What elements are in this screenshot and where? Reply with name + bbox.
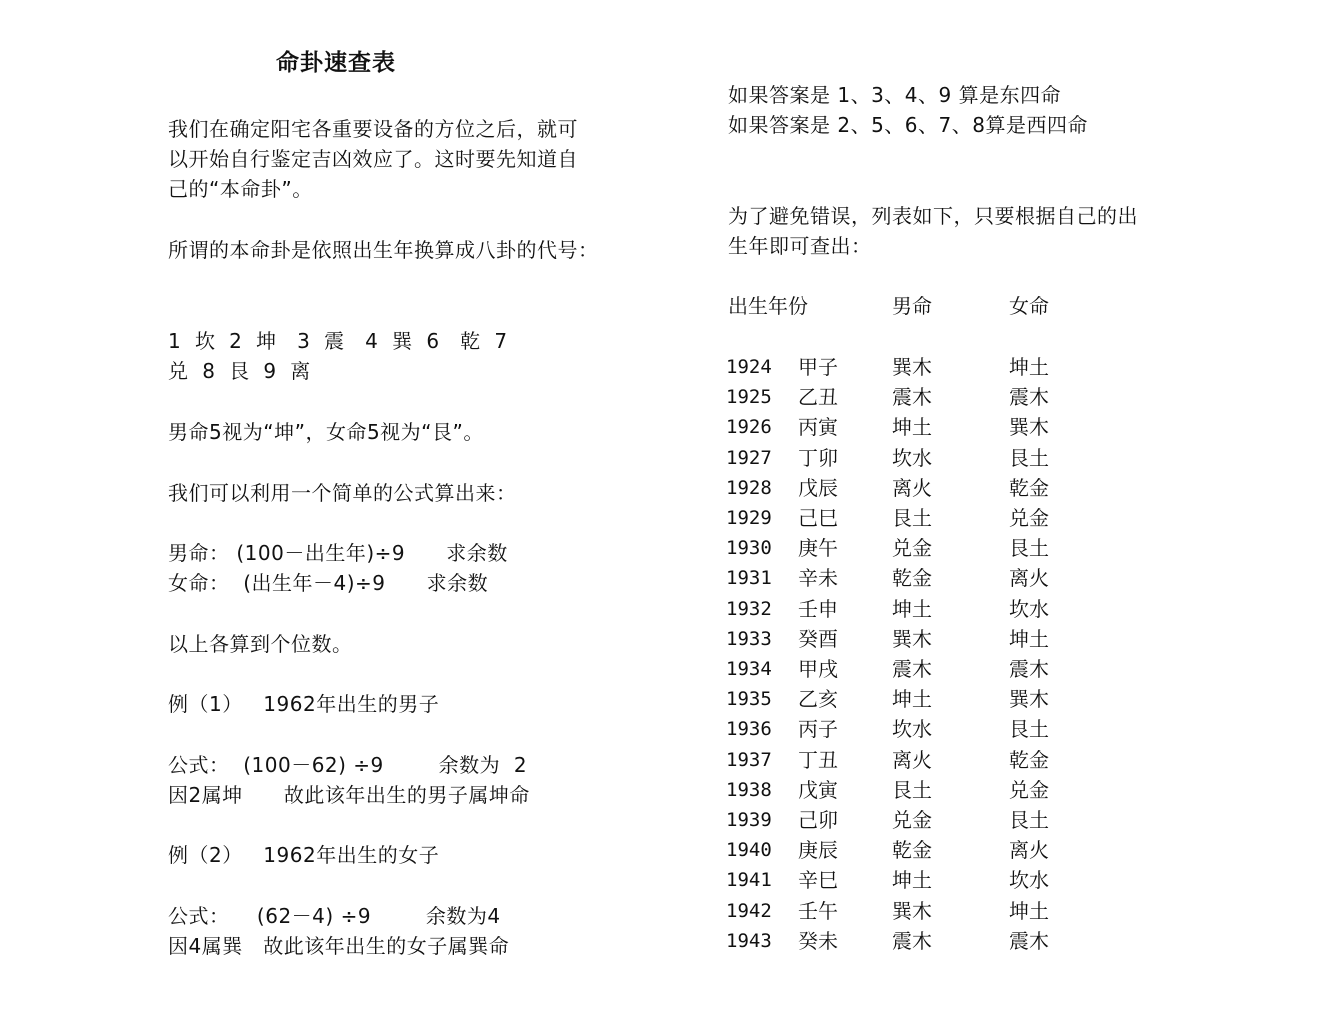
row-female: 震木 — [1009, 929, 1049, 953]
row-year: 1929 — [726, 507, 772, 529]
example2-title: 例（2） 1962年出生的女子 — [168, 843, 440, 867]
row-year: 1939 — [726, 809, 772, 831]
definition-text: 所谓的本命卦是依照出生年换算成八卦的代号： — [168, 238, 599, 262]
row-male: 坤土 — [892, 868, 932, 892]
digit-note: 以上各算到个位数。 — [168, 632, 353, 656]
west-four-rule: 如果答案是 2、5、6、7、8算是西四命 — [728, 113, 1088, 137]
row-female: 乾金 — [1009, 476, 1049, 500]
row-ganzhi: 丙寅 — [798, 415, 838, 439]
trigram-codes-line-1: 1 坎 2 坤 3 震 4 巽 6 乾 7 — [168, 329, 508, 353]
east-four-rule: 如果答案是 1、3、4、9 算是东四命 — [728, 83, 1062, 107]
header-year: 出生年份 — [728, 294, 808, 318]
row-male: 震木 — [892, 385, 932, 409]
row-year: 1927 — [726, 447, 772, 469]
row-ganzhi: 丙子 — [798, 717, 838, 741]
row-ganzhi: 戊寅 — [798, 778, 838, 802]
example2-result: 因4属巽 故此该年出生的女子属巽命 — [168, 934, 510, 958]
row-male: 坤土 — [892, 415, 932, 439]
row-female: 震木 — [1009, 385, 1049, 409]
formula-male: 男命： (100－出生年)÷9 求余数 — [168, 541, 508, 565]
row-year: 1934 — [726, 658, 772, 680]
formula-female: 女命： (出生年－4)÷9 求余数 — [168, 571, 489, 595]
row-year: 1942 — [726, 900, 772, 922]
row-female: 巽木 — [1009, 415, 1049, 439]
row-year: 1932 — [726, 598, 772, 620]
row-ganzhi: 庚辰 — [798, 838, 838, 862]
row-ganzhi: 庚午 — [798, 536, 838, 560]
row-male: 坎水 — [892, 446, 932, 470]
row-male: 巽木 — [892, 899, 932, 923]
row-year: 1925 — [726, 386, 772, 408]
row-year: 1928 — [726, 477, 772, 499]
row-female: 坤土 — [1009, 899, 1049, 923]
row-male: 坎水 — [892, 717, 932, 741]
row-ganzhi: 丁丑 — [798, 748, 838, 772]
row-ganzhi: 辛巳 — [798, 868, 838, 892]
row-ganzhi: 乙丑 — [798, 385, 838, 409]
note-five: 男命5视为“坤”，女命5视为“艮”。 — [168, 420, 484, 444]
formula-intro: 我们可以利用一个简单的公式算出来： — [168, 481, 517, 505]
table-intro-line-2: 生年即可查出： — [728, 234, 872, 258]
row-male: 离火 — [892, 748, 932, 772]
row-ganzhi: 甲戌 — [798, 657, 838, 681]
row-male: 震木 — [892, 657, 932, 681]
row-male: 兑金 — [892, 808, 932, 832]
row-female: 离火 — [1009, 566, 1049, 590]
row-female: 艮土 — [1009, 446, 1049, 470]
row-female: 离火 — [1009, 838, 1049, 862]
row-year: 1931 — [726, 567, 772, 589]
row-ganzhi: 丁卯 — [798, 446, 838, 470]
header-male: 男命 — [892, 294, 932, 318]
row-male: 巽木 — [892, 627, 932, 651]
row-ganzhi: 戊辰 — [798, 476, 838, 500]
header-female: 女命 — [1009, 294, 1049, 318]
row-female: 乾金 — [1009, 748, 1049, 772]
row-year: 1937 — [726, 749, 772, 771]
row-male: 离火 — [892, 476, 932, 500]
row-female: 坎水 — [1009, 597, 1049, 621]
row-year: 1940 — [726, 839, 772, 861]
row-year: 1935 — [726, 688, 772, 710]
example1-formula: 公式： (100－62) ÷9 余数为 2 — [168, 753, 528, 777]
row-female: 震木 — [1009, 657, 1049, 681]
row-male: 艮土 — [892, 778, 932, 802]
row-year: 1941 — [726, 869, 772, 891]
row-female: 艮土 — [1009, 717, 1049, 741]
row-ganzhi: 辛未 — [798, 566, 838, 590]
row-ganzhi: 壬午 — [798, 899, 838, 923]
row-male: 艮土 — [892, 506, 932, 530]
row-year: 1926 — [726, 416, 772, 438]
row-female: 兑金 — [1009, 506, 1049, 530]
row-male: 兑金 — [892, 536, 932, 560]
example1-result: 因2属坤 故此该年出生的男子属坤命 — [168, 783, 530, 807]
row-male: 坤土 — [892, 687, 932, 711]
row-year: 1938 — [726, 779, 772, 801]
row-ganzhi: 乙亥 — [798, 687, 838, 711]
row-female: 艮土 — [1009, 536, 1049, 560]
row-year: 1933 — [726, 628, 772, 650]
row-female: 坤土 — [1009, 355, 1049, 379]
row-female: 坎水 — [1009, 868, 1049, 892]
row-female: 巽木 — [1009, 687, 1049, 711]
table-intro-line-1: 为了避免错误，列表如下，只要根据自己的出 — [728, 204, 1138, 228]
row-ganzhi: 甲子 — [798, 355, 838, 379]
row-female: 艮土 — [1009, 808, 1049, 832]
row-male: 震木 — [892, 929, 932, 953]
row-male: 乾金 — [892, 838, 932, 862]
row-ganzhi: 癸酉 — [798, 627, 838, 651]
intro-line-3: 己的“本命卦”。 — [168, 177, 313, 201]
row-ganzhi: 己卯 — [798, 808, 838, 832]
example1-title: 例（1） 1962年出生的男子 — [168, 692, 440, 716]
row-ganzhi: 癸未 — [798, 929, 838, 953]
row-female: 坤土 — [1009, 627, 1049, 651]
row-ganzhi: 己巳 — [798, 506, 838, 530]
row-male: 乾金 — [892, 566, 932, 590]
example2-formula: 公式： (62－4) ÷9 余数为4 — [168, 904, 501, 928]
row-year: 1930 — [726, 537, 772, 559]
intro-line-2: 以开始自行鉴定吉凶效应了。这时要先知道自 — [168, 147, 578, 171]
trigram-codes-line-2: 兑 8 艮 9 离 — [168, 359, 311, 383]
row-year: 1936 — [726, 718, 772, 740]
row-ganzhi: 壬申 — [798, 597, 838, 621]
row-year: 1924 — [726, 356, 772, 378]
page-title: 命卦速查表 — [276, 50, 396, 76]
row-male: 巽木 — [892, 355, 932, 379]
row-female: 兑金 — [1009, 778, 1049, 802]
row-year: 1943 — [726, 930, 772, 952]
row-male: 坤土 — [892, 597, 932, 621]
intro-line-1: 我们在确定阳宅各重要设备的方位之后，就可 — [168, 117, 578, 141]
